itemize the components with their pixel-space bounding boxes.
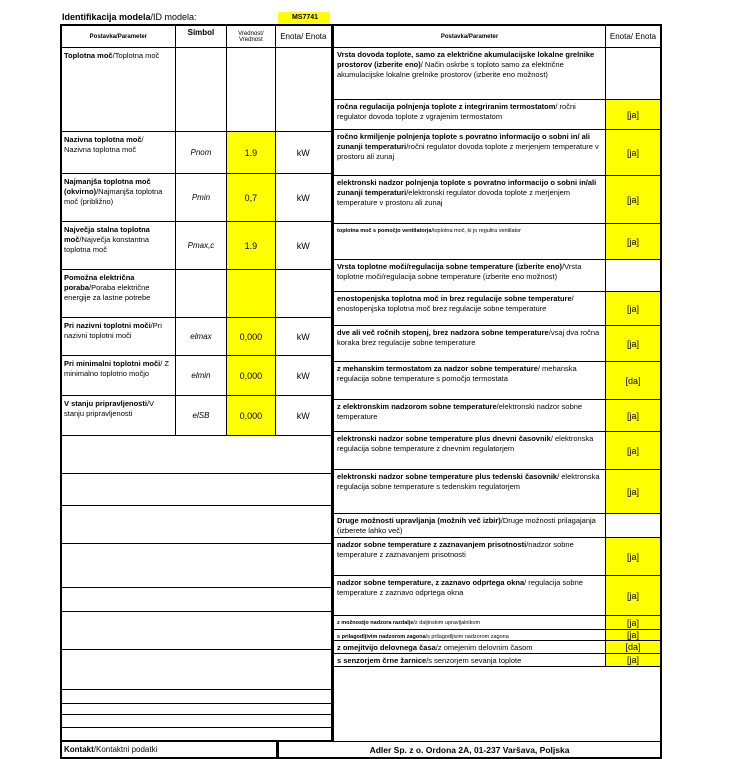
option-label: Vrsta dovoda toplote, samo za električne akumulacijske lokalne grelnike prostorov (izberite eno)/ Način oskrbe s toploto samo za električne akumulacijske lokalne grelnike prostorov (izberite eno možnost) — [334, 48, 606, 99]
param-value: 0,000 — [227, 396, 275, 435]
empty-cell — [62, 612, 331, 649]
right-row — [334, 224, 660, 260]
right-row — [334, 654, 660, 667]
right-table — [334, 26, 660, 741]
left-empty-row — [62, 474, 331, 506]
left-empty-row — [62, 506, 331, 544]
right-row — [334, 362, 660, 400]
left-empty-row — [62, 544, 331, 588]
param-label: Nazivna toplotna moč/ Nazivna toplotna moč — [62, 132, 176, 173]
right-row — [334, 630, 660, 641]
option-value: [ja] — [606, 432, 660, 469]
option-label: z omejitvijo delovnega časa/z omejenim delovnim časom — [334, 641, 606, 653]
param-unit — [276, 270, 331, 317]
left-empty-row — [62, 588, 331, 612]
right-row — [334, 48, 660, 100]
option-label: Vrsta toplotne moči/regulacija sobne temperature (izberite eno)/Vrsta toplotne moči/regulacija sobne temperature (izberite eno možnost) — [334, 260, 606, 291]
option-label: z elektronskim nadzorom sobne temperature/elektronski nadzor sobne temperature — [334, 400, 606, 431]
param-label: Pri nazivni toplotni moči/Pri nazivni toplotni moči — [62, 318, 176, 355]
right-row — [334, 470, 660, 514]
right-row — [334, 176, 660, 224]
option-value: [ja] — [606, 470, 660, 513]
option-value: [ja] — [606, 538, 660, 575]
empty-cell — [62, 588, 331, 611]
header-unit: Enota/ Enota — [280, 32, 327, 41]
param-value: 0,000 — [227, 318, 275, 355]
param-unit: kW — [296, 410, 310, 421]
option-value: [ja] — [606, 400, 660, 431]
left-row — [62, 270, 331, 318]
param-symbol: Pnom — [176, 132, 227, 173]
option-label: enostopenjska toplotna moč in brez regulacije sobne temperature/ enostopenjska toplotna moč brez regulacije sobne temperature — [334, 292, 606, 325]
option-label: nadzor sobne temperature, z zaznavo odprtega okna/ regulacija sobne temperature z zaznavo odprtega okna — [334, 576, 606, 615]
left-table — [62, 26, 334, 741]
param-value — [227, 270, 275, 317]
option-value: [ja] — [606, 654, 660, 666]
right-row — [334, 400, 660, 432]
left-row — [62, 174, 331, 222]
option-label: z možnostjo nadzora razdalje/z daljinskim upravljalnikom — [334, 616, 606, 629]
option-value: [ja] — [606, 292, 660, 325]
right-row — [334, 130, 660, 176]
parameter-table — [60, 24, 662, 759]
option-label: s prilagodljivim nadzorom zagona/s prilagodljivim nadzorom zagona — [334, 630, 606, 640]
right-row — [334, 260, 660, 292]
param-symbol: elmax — [176, 318, 227, 355]
contact-row — [62, 741, 660, 757]
empty-cell — [62, 715, 331, 727]
param-symbol — [176, 48, 227, 131]
right-header-param: Postavka/Parameter — [334, 26, 606, 47]
contact-address: Adler Sp. z o. Ordona 2A, 01-237 Varšava, Poljska — [277, 742, 660, 757]
param-unit: kW — [296, 192, 310, 203]
right-row — [334, 538, 660, 576]
param-label: Pomožna električna poraba/Poraba električne energije za lastne potrebe — [62, 270, 176, 317]
left-empty-row — [62, 715, 331, 728]
empty-cell — [62, 728, 331, 740]
left-row — [62, 222, 331, 270]
option-label: ročna regulacija polnjenja toplote z integriranim termostatom/ ročni regulator dovoda toplote z vgrajenim termostatom — [334, 100, 606, 129]
empty-cell — [62, 650, 331, 689]
right-row — [334, 576, 660, 616]
right-header-row — [334, 26, 660, 48]
contact-label: Kontakt/Kontaktni podatki — [62, 742, 277, 757]
left-empty-row — [62, 650, 331, 690]
energy-label-sheet — [60, 12, 662, 755]
left-empty-row — [62, 612, 331, 650]
param-unit: kW — [296, 370, 310, 381]
option-value: [ja] — [606, 100, 660, 129]
right-row — [334, 514, 660, 538]
option-label: elektronski nadzor sobne temperature plus dnevni časovnik/ elektronska regulacija sobne temperature z dnevnim regulatorjem — [334, 432, 606, 469]
option-label: dve ali več ročnih stopenj, brez nadzora sobne temperature/vsaj dva ročna koraka brez regulacije sobne temperature — [334, 326, 606, 361]
option-label: z mehanskim termostatom za nadzor sobne temperature/ mehanska regulacija sobne temperature s pomočjo termostata — [334, 362, 606, 399]
param-label: V stanju pripravljenosti/V stanju pripravljenosti — [62, 396, 176, 435]
left-empty-row — [62, 704, 331, 715]
empty-cell — [62, 690, 331, 703]
option-label: nadzor sobne temperature z zaznavanjem prisotnosti/nadzor sobne temperature z zaznavanjem prisotnosti — [334, 538, 606, 575]
option-label: toplotna moč s pomočjo ventilatorja/toplotna moč, ki jo regulira ventilator — [334, 224, 606, 259]
option-label: Druge možnosti upravljanja (možnih več izbir)/Druge možnosti prilagajanja (izberete lahko več) — [334, 514, 606, 537]
option-value: [ja] — [606, 326, 660, 361]
option-label: s senzorjem črne žarnice/s senzorjem sevanja toplote — [334, 654, 606, 666]
header-symbol: Simbol — [176, 26, 227, 47]
param-value: 0,7 — [227, 174, 275, 221]
left-row — [62, 396, 331, 436]
model-id-value: MS7741 — [278, 12, 330, 23]
empty-cell — [62, 474, 331, 505]
param-unit: kW — [296, 331, 310, 342]
left-row — [62, 48, 331, 132]
option-value: [ja] — [606, 224, 660, 259]
param-unit: kW — [296, 240, 310, 251]
param-symbol: elmin — [176, 356, 227, 395]
empty-cell — [62, 704, 331, 714]
param-unit — [276, 48, 331, 131]
header-value: Vrednost/ Vrednost — [227, 26, 275, 47]
option-value — [606, 514, 660, 537]
model-id-row — [60, 12, 662, 24]
option-label: elektronski nadzor sobne temperature plus tedenski časovnik/ elektronska regulacija sobne temperature s tedenskim regulatorjem — [334, 470, 606, 513]
param-symbol: Pmax,c — [176, 222, 227, 269]
left-empty-row — [62, 436, 331, 474]
option-value: [da] — [606, 641, 660, 653]
option-value: [da] — [606, 362, 660, 399]
param-label: Največja stalna toplotna moč/Največja konstantna toplotna moč — [62, 222, 176, 269]
left-row — [62, 132, 331, 174]
left-header-row — [62, 26, 331, 48]
empty-cell — [62, 436, 331, 473]
option-value: [ja] — [606, 630, 660, 640]
right-row — [334, 292, 660, 326]
option-value: [ja] — [606, 576, 660, 615]
model-id-label: Identifikacija modela/ID modela: — [62, 12, 197, 22]
param-value: 1.9 — [227, 222, 275, 269]
param-value — [227, 48, 275, 131]
option-value — [606, 48, 660, 99]
param-label: Toplotna moč/Toplotna moč — [62, 48, 176, 131]
option-value — [606, 260, 660, 291]
right-row — [334, 100, 660, 130]
option-value: [ja] — [606, 616, 660, 629]
left-empty-row — [62, 690, 331, 704]
left-row — [62, 356, 331, 396]
option-value: [ja] — [606, 176, 660, 223]
empty-cell — [62, 506, 331, 543]
right-header-unit: Enota/ Enota — [609, 32, 657, 41]
right-row — [334, 326, 660, 362]
right-row — [334, 616, 660, 630]
option-label: ročno krmiljenje polnjenja toplote s povratno informacijo o sobni in/ ali zunanji temperaturi/ročni regulator dovoda toplote z merjenjem temperature v prostoru ali zunaj — [334, 130, 606, 175]
empty-cell — [62, 544, 331, 587]
param-value: 1.9 — [227, 132, 275, 173]
param-unit: kW — [296, 147, 310, 158]
left-row — [62, 318, 331, 356]
param-label: Pri minimalni toplotni moči/ Z minimalno toplotno močjo — [62, 356, 176, 395]
param-value: 0,000 — [227, 356, 275, 395]
right-row — [334, 641, 660, 654]
param-symbol: Pmin — [176, 174, 227, 221]
left-empty-row — [62, 728, 331, 741]
option-value: [ja] — [606, 130, 660, 175]
right-row — [334, 432, 660, 470]
param-symbol: elSB — [176, 396, 227, 435]
param-symbol — [176, 270, 227, 317]
header-param: Postavka/Parameter — [62, 26, 176, 47]
param-label: Najmanjša toplotna moč (okvirno)/Najmanjša toplotna moč (približno) — [62, 174, 176, 221]
option-label: elektronski nadzor polnjenja toplote s povratno informacijo o sobni in/ali zunanji temperaturi/elektronski regulator dovoda toplote z merjenjem temperature v prostoru ali zunaj — [334, 176, 606, 223]
